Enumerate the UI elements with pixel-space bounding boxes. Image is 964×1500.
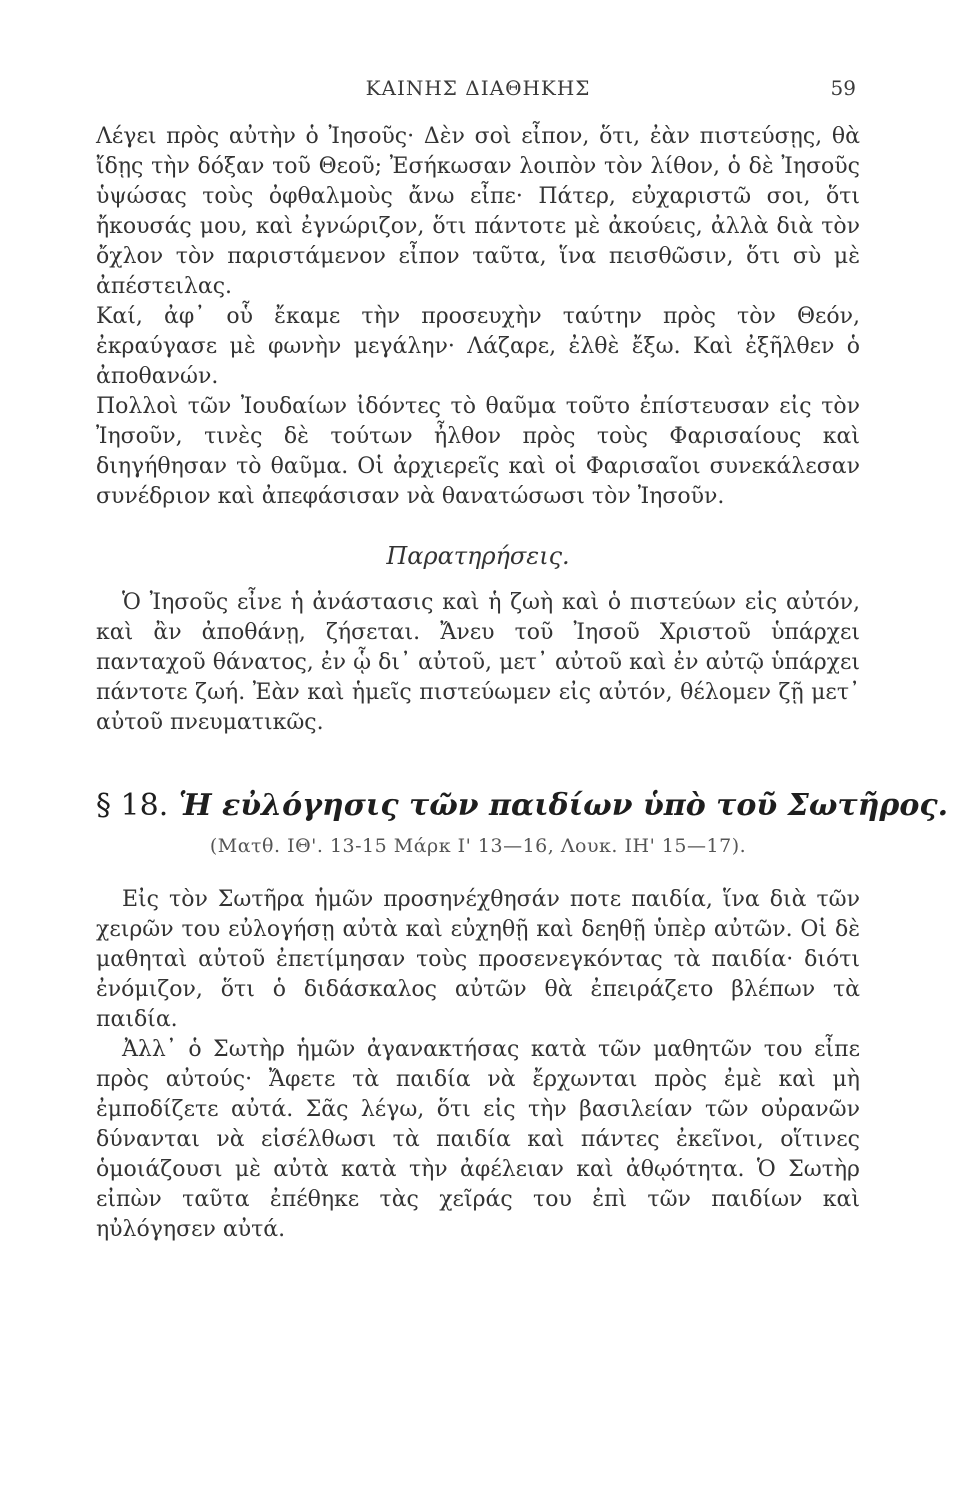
paragraph-let-the-children: Ἀλλ᾽ ὁ Σωτὴρ ἡμῶν ἀγανακτήσας κατὰ τῶν μαθητῶν του εἶπε πρὸς αὐτούς· Ἄφετε τὰ παιδία νὰ ἔρχωνται πρὸς ἐμὲ καὶ μὴ ἐμποδίζετε αὐτά. Σᾶς λέγω, ὅτι εἰς τὴν βασιλείαν τῶν οὐρανῶν δύνανται νὰ εἰσέλθωσι τὰ παιδία καὶ πάντες ἐκεῖνοι, οἵτινες ὁμοιάζουσι μὲ αὐτὰ κατὰ τὴν ἀφέλειαν καὶ ἀθῳότητα. Ὁ Σωτὴρ εἰπὼν ταῦτα ἐπέθηκε τὰς χεῖράς του ἐπὶ τῶν παιδίων καὶ ηὐλόγησεν αὐτά. xyxy=(96,1037,860,1242)
section-number: § 18. xyxy=(96,788,169,823)
section-title: Ἡ εὐλόγησις τῶν παιδίων ὑπὸ τοῦ Σωτῆρος. xyxy=(178,788,949,823)
paragraph-lazarus-come-out: Καί, ἀφ᾽ οὗ ἔκαμε τὴν προσευχὴν ταύτην πρὸς τὸν Θεόν, ἐκραύγασε μὲ φωνὴν μεγάλην· Λάζαρε, ἐλθὲ ἔξω. Καὶ ἐξῆλθεν ὁ ἀποθανών. xyxy=(96,304,860,389)
page-number: 59 xyxy=(830,76,856,100)
running-header xyxy=(96,72,860,112)
section-references: (Ματθ. ΙΘ'. 13-15 Μάρκ Ι' 13—16, Λουκ. ΙΗ' 15—17). xyxy=(209,835,747,857)
remarks-heading: Παρατηρήσεις. xyxy=(386,542,570,570)
book-page xyxy=(96,72,949,1245)
section-heading xyxy=(96,788,949,823)
paragraph-jesus-speaks: Λέγει πρὸς αὐτὴν ὁ Ἰησοῦς· Δὲν σοὶ εἶπον, ὅτι, ἐὰν πιστεύσῃς, θὰ ἴδῃς τὴν δόξαν τοῦ Θεοῦ; Ἐσήκωσαν λοιπὸν τὸν λίθον, ὁ δὲ Ἰησοῦς ὑψώσας τοὺς ὀφθαλμοὺς ἄνω εἶπε· Πάτερ, εὐχαριστῶ σοι, ὅτι ἤκουσάς μου, καὶ ἐγνώριζον, ὅτι πάντοτε μὲ ἀκούεις, ἀλλὰ διὰ τὸν ὄχλον τὸν παριστάμενον εἶπον ταῦτα, ἵνα πεισθῶσιν, ὅτι σὺ μὲ ἀπέστειλας. xyxy=(96,124,860,299)
paragraph-children-brought: Εἰς τὸν Σωτῆρα ἡμῶν προσηνέχθησάν ποτε παιδία, ἵνα διὰ τῶν χειρῶν του εὐλογήσῃ αὐτὰ καὶ εὐχηθῇ καὶ δεηθῇ ὑπὲρ αὐτῶν. Οἱ δὲ μαθηταὶ αὐτοῦ ἐπετίμησαν τοὺς προσενεγκόντας τὰ παιδία· διότι ἐνόμιζον, ὅτι ὁ διδάσκαλος αὐτῶν θὰ ἐπειράζετο βλέπων τὰ παιδία. xyxy=(96,887,860,1032)
running-title: ΚΑΙΝΗΣ ΔΙΑΘΗΚΗΣ xyxy=(365,76,591,100)
remarks-paragraph: Ὁ Ἰησοῦς εἶνε ἡ ἀνάστασις καὶ ἡ ζωὴ καὶ ὁ πιστεύων εἰς αὐτόν, καὶ ἂν ἀποθάνῃ, ζήσεται. Ἄνευ τοῦ Ἰησοῦ Χριστοῦ ὑπάρχει πανταχοῦ θάνατος, ἐν ᾧ δι᾽ αὐτοῦ, μετ᾽ αὐτοῦ καὶ ἐν αὐτῷ ὑπάρχει πάντοτε ζωή. Ἐὰν καὶ ἡμεῖς πιστεύωμεν εἰς αὐτόν, θέλομεν ζῇ μετ᾽ αὐτοῦ πνευματικῶς. xyxy=(96,590,860,735)
paragraph-many-believed: Πολλοὶ τῶν Ἰουδαίων ἰδόντες τὸ θαῦμα τοῦτο ἐπίστευσαν εἰς τὸν Ἰησοῦν, τινὲς δὲ τούτων ἦλθον πρὸς τοὺς Φαρισαίους καὶ διηγήθησαν τὸ θαῦμα. Οἱ ἀρχιερεῖς καὶ οἱ Φαρισαῖοι συνεκάλεσαν συνέδριον καὶ ἀπεφάσισαν νὰ θανατώσωσι τὸν Ἰησοῦν. xyxy=(96,394,860,509)
